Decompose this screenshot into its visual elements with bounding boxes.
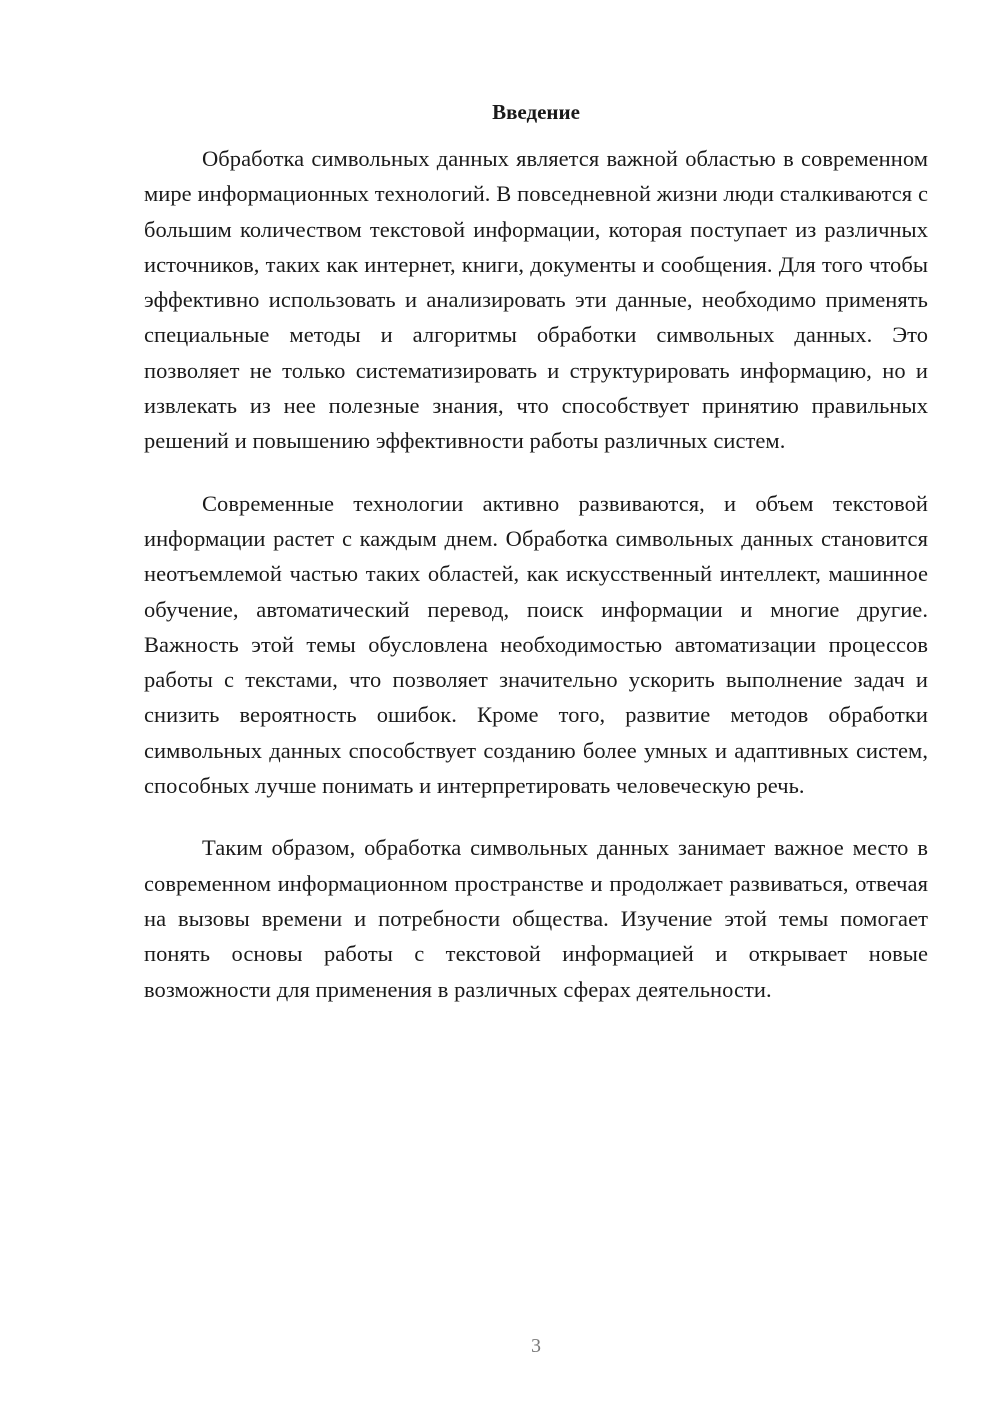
paragraph-2: Современные технологии активно развиваются, и объем текстовой информации растет с каждым днем. Обработка символьных данных становится неотъемлемой частью таких областей, как искусственный интеллект, машинное обучение, автоматический перевод, поиск информации и многие другие. Важность этой темы обусловлена необходимостью автоматизации процессов работы с текстами, что позволяет значительно ускорить выполнение задач и снизить вероятность ошибок. Кроме того, развитие методов обработки символьных данных способствует созданию более умных и адаптивных систем, способных лучше понимать и интерпретировать человеческую речь.	[144, 490, 928, 799]
paragraph-1: Обработка символьных данных является важной областью в современном мире информационных технологий. В повседневной жизни люди сталкиваются с большим количеством текстовой информации, которая поступает из различных источников, таких как интернет, книги, документы и сообщения. Для того чтобы эффективно использовать и анализировать эти данные, необходимо применять специальные методы и алгоритмы обработки символьных данных. Это позволяет не только систематизировать и структурировать информацию, но и извлекать из нее полезные знания, что способствует принятию правильных решений и повышению эффективности работы различных систем.	[144, 146, 928, 454]
page-number: 3	[531, 1335, 541, 1357]
page-title: Введение	[492, 100, 580, 124]
paragraph-3: Таким образом, обработка символьных данных занимает важное место в современном информационном пространстве и продолжает развиваться, отвечая на вызовы времени и потребности общества. Изучение этой темы помогает понять основы работы с текстовой информацией и открывает новые возможности для применения в различных сферах деятельности.	[144, 835, 928, 1002]
document-body	[144, 141, 928, 1034]
